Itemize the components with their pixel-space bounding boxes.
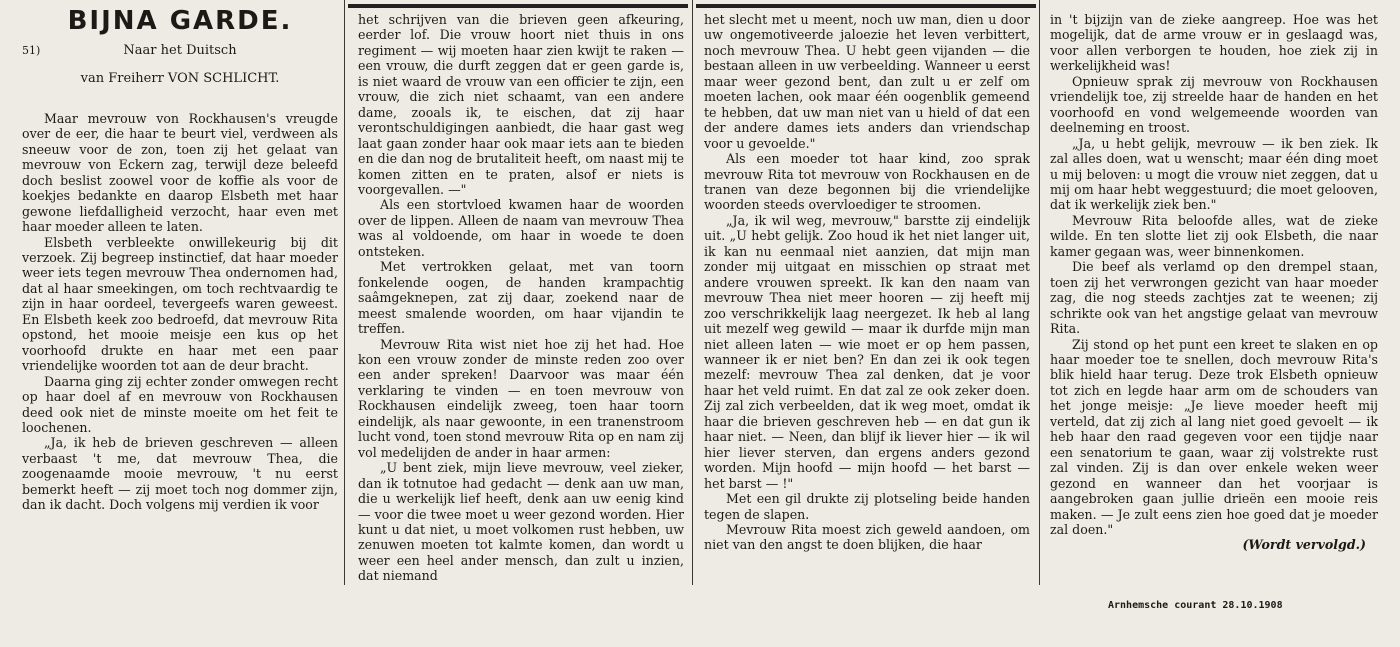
paragraph: Zij stond op het punt een kreet te slaken en op haar moeder toe te snellen, doch mevrouw Rita's blik hield haar terug. Deze trok Elsbeth opnieuw tot zich en legde haar arm om de schouders van het jonge meisje: „Je lieve moeder heeft mij verteld, dat zij zich al lang niet goed gevoelt — ik heb haar den raad gegeven voor een tijdje naar een senatorium te gaan, waar zij volstrekte rust zal vinden. Zij is dan over enkele weken weer gezond en wanneer dan het voorjaar is aangebroken gaan jullie drieën een mooie reis maken. — Je zult eens zien hoe goed dat je moeder zal doen." <box>1050 336 1378 537</box>
paragraph: Als een moeder tot haar kind, zoo sprak mevrouw Rita tot mevrouw von Rockhausen en de tranen van deze begonnen bij die vriendelijke woorden steeds overvloediger te stroomen. <box>704 151 1030 213</box>
paragraph: „Ja, ik wil weg, mevrouw," barstte zij eindelijk uit. „U hebt gelijk. Zoo houd ik het niet langer uit, ik kan nu eenmaal niet aanzien, dat mijn man zonder mij uitgaat en misschien op straat met andere vrouwen spreekt. Ik kan den naam van mevrouw Thea niet meer hooren — zij heeft mij zoo verschrikkelijk laag neergezet. Ik heb al lang uit mezelf weg gewild — maar ik durfde mijn man niet alleen laten — wie moet er op hem passen, wanneer ik er niet ben? En dan zei ik ook tegen mezelf: mevrouw Thea zal denken, dat je voor haar het veld ruimt. En dat zal ze ook zeker doen. Zij zal zich verbeelden, dat ik weg moet, omdat ik haar die brieven geschreven heb — en dat gun ik haar niet. — Neen, dan blijf ik liever hier — ik wil hier liever sterven, dan ergens anders gezond worden. Mijn hoofd — mijn hoofd — het barst — het barst — !" <box>704 212 1030 491</box>
paragraph: Daarna ging zij echter zonder omwegen recht op haar doel af en mevrouw von Rockhausen deed ook niet de minste moeite om het feit te loochenen. <box>22 373 338 435</box>
column-rule <box>344 0 345 585</box>
source-caption: Arnhemsche courant 28.10.1908 <box>1108 600 1283 611</box>
paragraph: „U bent ziek, mijn lieve mevrouw, veel zieker, dan ik totnutoe had gedacht — denk aan uw man, die u werkelijk lief heeft, denk aan uw eenig kind — voor die twee moet u weer gezond worden. Hier kunt u dat niet, u moet volkomen rust hebben, uw zenuwen moeten tot kalmte komen, dan wordt u weer een heel ander mensch, dan zult u inzien, dat niemand <box>358 460 684 584</box>
paragraph: Opnieuw sprak zij mevrouw von Rockhausen vriendelijk toe, zij streelde haar de handen en het voorhoofd en vond welgemeende woorden van deelneming en troost. <box>1050 73 1378 136</box>
paragraph: Mevrouw Rita moest zich geweld aandoen, om niet van den angst te doen blijken, die haar <box>704 521 1030 553</box>
paragraph: Mevrouw Rita beloofde alles, wat de zieke wilde. En ten slotte liet zij ook Elsbeth, die naar kamer gegaan was, weer binnenkomen. <box>1050 212 1378 259</box>
column-top-rule <box>696 4 1036 8</box>
column-rule <box>692 0 693 585</box>
chapter-number: 51) <box>22 44 41 58</box>
paragraph: „Ja, ik heb de brieven geschreven — alleen verbaast 't me, dat mevrouw Thea, die zoogenaamde mooie mevrouw, 't nu eerst bemerkt heeft — zij moet toch nog dommer zijn, dan ik dacht. Doch volgens mij verdien ik voor <box>22 435 338 513</box>
column-rule <box>1039 0 1040 585</box>
article-subtitle: Naar het Duitsch <box>123 43 237 59</box>
paragraph: Mevrouw Rita wist niet hoe zij het had. Hoe kon een vrouw zonder de minste reden zoo over een ander spreken! Daarvoor was maar één verklaring te vinden — en toen mevrouw von Rockhausen eindelijk zweeg, toen haar toorn eindelijk, als naar gewoonte, in een tranenstroom lucht vond, toen stond mevrouw Rita op en nam zij vol medelijden de ander in haar armen: <box>358 336 684 460</box>
column-2 <box>358 12 684 585</box>
article-title: BIJNA GARDE. <box>67 6 293 36</box>
column-3 <box>704 12 1030 585</box>
paragraph: het slecht met u meent, noch uw man, dien u door uw ongemotiveerde jaloezie het leven verbittert, noch mevrouw Thea. U hebt geen vijanden — die bestaan alleen in uw verbeelding. Wanneer u eerst maar weer gezond bent, dan zult u er zelf om moeten lachen, ook maar één oogenblik gemeend te hebben, dat uw man niet van u hield of dat een der andere dames iets anders dan vriendschap voor u gevoelde." <box>704 12 1030 151</box>
continued-note: (Wordt vervolgd.) <box>1242 537 1366 553</box>
paragraph: in 't bijzijn van de zieke aangreep. Hoe was het mogelijk, dat de arme vrouw er in geslaagd was, voor allen verborgen te houden, hoe ziek zij in werkelijkheid was! <box>1050 12 1378 74</box>
article-byline: van Freiherr VON SCHLICHT. <box>80 71 280 87</box>
paragraph: Met een gil drukte zij plotseling beide handen tegen de slapen. <box>704 491 1030 522</box>
column-1 <box>22 0 338 585</box>
article-meta <box>22 43 338 59</box>
paragraph: Die beef als verlamd op den drempel staan, toen zij het verwrongen gezicht van haar moeder zag, die nog steeds zachtjes zat te weenen; zij schrikte ook van het angstige gelaat van mevrouw Rita. <box>1050 259 1378 337</box>
paragraph: Maar mevrouw von Rockhausen's vreugde over de eer, die haar te beurt viel, verdween als sneeuw voor de zon, toen zij het gelaat van mevrouw von Eckern zag, terwijl deze beleefd doch beslist zoowel voor de koffie als voor de koekjes bedankte en daarop Elsbeth met haar gewone liefdalligheid verzocht, haar even met haar moeder alleen te laten. <box>22 110 338 235</box>
paragraph: Met vertrokken gelaat, met van toorn fonkelende oogen, de handen krampachtig saâmgeknepen, zat zij daar, zoekend naar de meest smalende woorden, om haar vijandin te treffen. <box>358 259 684 337</box>
paragraph: Elsbeth verbleekte onwillekeurig bij dit verzoek. Zij begreep instinctief, dat haar moeder weer iets tegen mevrouw Thea ondernomen had, dat al haar smeekingen, om toch rechtvaardig te zijn in haar oordeel, tevergeefs waren geweest. En Elsbeth keek zoo bedroefd, dat mevrouw Rita opstond, het mooie meisje een kus op het voorhoofd drukte en haar met een paar vriendelijke woorden tot aan de deur bracht. <box>22 234 338 374</box>
paragraph: „Ja, u hebt gelijk, mevrouw — ik ben ziek. Ik zal alles doen, wat u wenscht; maar één ding moet u mij beloven: u mogt die vrouw niet zeggen, dat u mij om haar hebt weggestuurd; die moet gelooven, dat ik werkelijk ziek ben." <box>1050 135 1378 213</box>
column-4 <box>1050 12 1378 585</box>
paragraph: het schrijven van die brieven geen afkeuring, eerder lof. Die vrouw hoort niet thuis in ons regiment — wij moeten haar zien kwijt te raken — een vrouw, die durft zeggen dat er geen garde is, is niet waard de vrouw van een officier te zijn, een vrouw, die zich niet schaamt, van een andere dame, zooals ik, te eischen, dat zij haar verontschuldigingen aanbiedt, die haar gast weg laat gaan zonder haar ook maar iets aan te bieden en die dan nog de brutaliteit heeft, om naast mij te komen zitten en te praten, alsof er niets is voorgevallen. —" <box>358 12 684 197</box>
column-top-rule <box>348 4 688 8</box>
paragraph: Als een stortvloed kwamen haar de woorden over de lippen. Alleen de naam van mevrouw Thea was al voldoende, om haar in woede te doen ontsteken. <box>358 197 684 259</box>
